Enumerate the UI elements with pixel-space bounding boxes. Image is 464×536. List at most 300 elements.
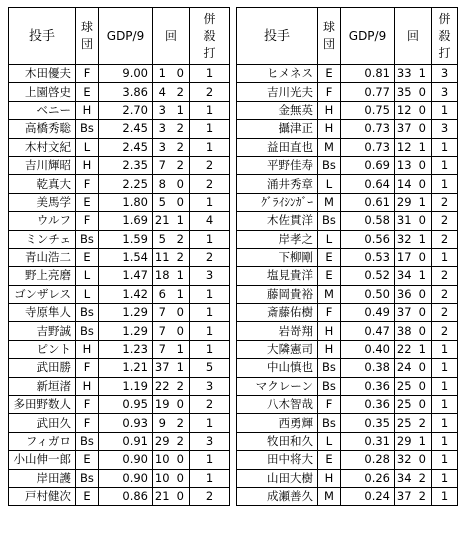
pitcher-name: 益田直也 — [237, 138, 318, 156]
table-row — [237, 156, 458, 174]
innings-fraction: 0 — [414, 377, 432, 395]
innings-main: 5 — [153, 230, 172, 248]
gdp9-value: 0.58 — [341, 212, 395, 230]
pitcher-name: 武田久 — [9, 414, 76, 432]
innings-main: 29 — [153, 432, 172, 450]
innings-fraction: 2 — [172, 120, 190, 138]
innings-fraction: 0 — [414, 120, 432, 138]
gdp9-value: 1.29 — [99, 322, 153, 340]
table-row — [9, 322, 230, 340]
gdp9-value: 0.28 — [341, 451, 395, 469]
double-play-count: 2 — [190, 156, 230, 174]
header-team: 球 団 — [76, 8, 99, 65]
innings-main: 25 — [395, 396, 414, 414]
team-code: F — [76, 175, 99, 193]
innings-fraction: 0 — [414, 248, 432, 266]
team-code: H — [318, 120, 341, 138]
innings-fraction: 2 — [414, 414, 432, 432]
team-code: Bs — [318, 414, 341, 432]
gdp9-value: 0.49 — [341, 304, 395, 322]
team-code: H — [76, 377, 99, 395]
double-play-count: 2 — [432, 267, 458, 285]
gdp9-value: 2.70 — [99, 101, 153, 119]
table-row — [9, 156, 230, 174]
header-gdp9: GDP/9 — [341, 8, 395, 65]
pitcher-name: フィガロ — [9, 432, 76, 450]
gdp9-value: 0.52 — [341, 267, 395, 285]
table-row — [9, 432, 230, 450]
innings-main: 21 — [153, 487, 172, 505]
pitcher-name: 野上亮磨 — [9, 267, 76, 285]
gdp9-value: 0.56 — [341, 230, 395, 248]
table-row — [9, 414, 230, 432]
innings-main: 25 — [395, 377, 414, 395]
table-row — [9, 193, 230, 211]
innings-fraction: 1 — [172, 212, 190, 230]
team-code: Bs — [76, 304, 99, 322]
header-row — [237, 8, 458, 65]
pitcher-name: 山田大樹 — [237, 469, 318, 487]
pitcher-name: 木村文紀 — [9, 138, 76, 156]
team-code: E — [76, 451, 99, 469]
innings-fraction: 0 — [172, 396, 190, 414]
double-play-count: 1 — [190, 451, 230, 469]
innings-main: 36 — [395, 285, 414, 303]
innings-main: 4 — [153, 83, 172, 101]
pitcher-name: ヒメネス — [237, 65, 318, 83]
innings-main: 21 — [153, 212, 172, 230]
innings-fraction: 1 — [414, 193, 432, 211]
gdp9-value: 0.35 — [341, 414, 395, 432]
team-code: E — [318, 248, 341, 266]
double-play-count: 3 — [432, 83, 458, 101]
table-row — [237, 193, 458, 211]
table-row — [9, 65, 230, 83]
innings-main: 19 — [153, 396, 172, 414]
pitcher-name: ｸﾞﾗｲｼﾝｶﾞｰ — [237, 193, 318, 211]
innings-fraction: 0 — [172, 322, 190, 340]
innings-fraction: 0 — [414, 322, 432, 340]
innings-main: 37 — [395, 304, 414, 322]
innings-main: 38 — [395, 322, 414, 340]
header-team: 球 団 — [318, 8, 341, 65]
gdp9-value: 0.61 — [341, 193, 395, 211]
pitcher-name: 吉川輝昭 — [9, 156, 76, 174]
table-row — [237, 432, 458, 450]
gdp9-value: 0.90 — [99, 469, 153, 487]
innings-main: 1 — [153, 65, 172, 83]
gdp9-value: 9.00 — [99, 65, 153, 83]
innings-fraction: 0 — [414, 285, 432, 303]
pitcher-name: 高橋秀聡 — [9, 120, 76, 138]
double-play-count: 2 — [190, 396, 230, 414]
double-play-count: 1 — [432, 396, 458, 414]
right-pitcher-table — [236, 7, 458, 506]
team-code: H — [76, 340, 99, 358]
innings-fraction: 2 — [414, 469, 432, 487]
pitcher-name: 藤岡貴裕 — [237, 285, 318, 303]
double-play-count: 2 — [432, 193, 458, 211]
innings-main: 10 — [153, 469, 172, 487]
innings-main: 18 — [153, 267, 172, 285]
innings-fraction: 2 — [172, 432, 190, 450]
innings-fraction: 0 — [172, 193, 190, 211]
innings-fraction: 2 — [172, 83, 190, 101]
double-play-count: 1 — [432, 340, 458, 358]
innings-main: 37 — [395, 120, 414, 138]
double-play-count: 4 — [190, 212, 230, 230]
team-code: Bs — [76, 432, 99, 450]
innings-fraction: 0 — [172, 65, 190, 83]
pitcher-name: 下柳剛 — [237, 248, 318, 266]
pitcher-name: 上園啓史 — [9, 83, 76, 101]
gdp9-value: 3.86 — [99, 83, 153, 101]
double-play-count: 2 — [190, 248, 230, 266]
innings-fraction: 2 — [172, 230, 190, 248]
double-play-count: 3 — [432, 65, 458, 83]
gdp9-value: 0.90 — [99, 451, 153, 469]
innings-main: 24 — [395, 359, 414, 377]
double-play-count: 3 — [190, 267, 230, 285]
pitcher-name: 金無英 — [237, 101, 318, 119]
gdp9-value: 0.77 — [341, 83, 395, 101]
team-code: Bs — [318, 359, 341, 377]
table-row — [237, 175, 458, 193]
team-code: Bs — [76, 230, 99, 248]
innings-main: 7 — [153, 322, 172, 340]
double-play-count: 1 — [190, 138, 230, 156]
gdp9-value: 0.40 — [341, 340, 395, 358]
innings-main: 11 — [153, 248, 172, 266]
double-play-count: 2 — [432, 230, 458, 248]
double-play-count: 2 — [190, 175, 230, 193]
gdp9-value: 0.64 — [341, 175, 395, 193]
innings-main: 37 — [153, 359, 172, 377]
stats-container — [8, 7, 458, 535]
innings-main: 29 — [395, 193, 414, 211]
innings-fraction: 2 — [172, 377, 190, 395]
innings-main: 7 — [153, 340, 172, 358]
team-code: E — [76, 248, 99, 266]
team-code: L — [76, 267, 99, 285]
gdp9-value: 1.47 — [99, 267, 153, 285]
innings-main: 37 — [395, 487, 414, 505]
table-row — [9, 138, 230, 156]
pitcher-name: 多田野数人 — [9, 396, 76, 414]
table-row — [9, 304, 230, 322]
pitcher-name: ピント — [9, 340, 76, 358]
pitcher-name: ウルフ — [9, 212, 76, 230]
pitcher-name: 吉野誠 — [9, 322, 76, 340]
header-games: 回 — [153, 8, 190, 65]
team-code: Bs — [318, 377, 341, 395]
table-row — [237, 120, 458, 138]
innings-main: 31 — [395, 212, 414, 230]
gdp9-value: 0.31 — [341, 432, 395, 450]
innings-main: 12 — [395, 101, 414, 119]
double-play-count: 1 — [190, 340, 230, 358]
innings-main: 35 — [395, 83, 414, 101]
table-row — [237, 267, 458, 285]
left-pitcher-table — [8, 7, 230, 506]
innings-main: 3 — [153, 138, 172, 156]
double-play-count: 1 — [432, 175, 458, 193]
gdp9-value: 0.50 — [341, 285, 395, 303]
table-row — [9, 451, 230, 469]
team-code: H — [318, 101, 341, 119]
table-row — [9, 469, 230, 487]
double-play-count: 3 — [190, 432, 230, 450]
team-code: Bs — [318, 156, 341, 174]
pitcher-name: 牧田和久 — [237, 432, 318, 450]
table-row — [237, 451, 458, 469]
double-play-count: 1 — [190, 304, 230, 322]
table-row — [9, 212, 230, 230]
pitcher-name: 岸田護 — [9, 469, 76, 487]
table-row — [237, 248, 458, 266]
innings-main: 22 — [395, 340, 414, 358]
table-row — [237, 396, 458, 414]
gdp9-value: 0.47 — [341, 322, 395, 340]
table-row — [237, 359, 458, 377]
table-row — [237, 414, 458, 432]
double-play-count: 1 — [190, 322, 230, 340]
table-row — [237, 377, 458, 395]
pitcher-name: 攝津正 — [237, 120, 318, 138]
innings-main: 9 — [153, 414, 172, 432]
pitcher-name: 青山浩二 — [9, 248, 76, 266]
header-games: 回 — [395, 8, 432, 65]
pitcher-name: 西勇輝 — [237, 414, 318, 432]
innings-fraction: 1 — [172, 359, 190, 377]
innings-main: 3 — [153, 101, 172, 119]
pitcher-name: 木田優夫 — [9, 65, 76, 83]
innings-fraction: 1 — [172, 267, 190, 285]
team-code: F — [76, 396, 99, 414]
gdp9-value: 1.23 — [99, 340, 153, 358]
team-code: M — [318, 138, 341, 156]
innings-main: 14 — [395, 175, 414, 193]
innings-fraction: 0 — [172, 451, 190, 469]
table-row — [9, 248, 230, 266]
double-play-count: 1 — [190, 120, 230, 138]
team-code: Bs — [76, 120, 99, 138]
innings-fraction: 1 — [172, 340, 190, 358]
gdp9-value: 0.86 — [99, 487, 153, 505]
innings-main: 7 — [153, 304, 172, 322]
pitcher-name: 大隣憲司 — [237, 340, 318, 358]
team-code: F — [318, 396, 341, 414]
gdp9-value: 2.35 — [99, 156, 153, 174]
team-code: E — [76, 193, 99, 211]
pitcher-name: 八木智哉 — [237, 396, 318, 414]
innings-fraction: 1 — [414, 267, 432, 285]
gdp9-value: 0.93 — [99, 414, 153, 432]
header-gdp9: GDP/9 — [99, 8, 153, 65]
table-row — [9, 396, 230, 414]
gdp9-value: 0.53 — [341, 248, 395, 266]
gdp9-value: 0.26 — [341, 469, 395, 487]
innings-fraction: 1 — [172, 285, 190, 303]
innings-main: 17 — [395, 248, 414, 266]
team-code: L — [76, 285, 99, 303]
double-play-count: 2 — [432, 285, 458, 303]
pitcher-name: 塩見貴洋 — [237, 267, 318, 285]
gdp9-value: 2.45 — [99, 120, 153, 138]
innings-fraction: 1 — [414, 340, 432, 358]
gdp9-value: 0.95 — [99, 396, 153, 414]
table-row — [9, 267, 230, 285]
pitcher-name: 吉川光夫 — [237, 83, 318, 101]
double-play-count: 1 — [432, 359, 458, 377]
table-row — [237, 83, 458, 101]
team-code: Bs — [76, 469, 99, 487]
gdp9-value: 0.75 — [341, 101, 395, 119]
gdp9-value: 2.25 — [99, 175, 153, 193]
pitcher-name: 新垣渚 — [9, 377, 76, 395]
innings-fraction: 0 — [172, 487, 190, 505]
innings-main: 25 — [395, 414, 414, 432]
table-row — [237, 212, 458, 230]
team-code: L — [318, 230, 341, 248]
double-play-count: 1 — [432, 138, 458, 156]
gdp9-value: 1.80 — [99, 193, 153, 211]
header-name: 投手 — [237, 8, 318, 65]
table-row — [237, 469, 458, 487]
team-code: H — [76, 156, 99, 174]
pitcher-name: 平野佳寿 — [237, 156, 318, 174]
gdp9-value: 0.73 — [341, 120, 395, 138]
team-code: H — [318, 322, 341, 340]
team-code: F — [76, 212, 99, 230]
team-code: L — [76, 138, 99, 156]
table-row — [9, 120, 230, 138]
pitcher-name: 中山慎也 — [237, 359, 318, 377]
double-play-count: 1 — [190, 101, 230, 119]
table-row — [9, 359, 230, 377]
innings-fraction: 0 — [414, 175, 432, 193]
innings-main: 32 — [395, 230, 414, 248]
innings-fraction: 0 — [414, 451, 432, 469]
double-play-count: 2 — [432, 322, 458, 340]
innings-fraction: 2 — [172, 138, 190, 156]
innings-fraction: 1 — [414, 432, 432, 450]
team-code: Bs — [76, 322, 99, 340]
innings-main: 33 — [395, 65, 414, 83]
innings-fraction: 1 — [414, 138, 432, 156]
innings-main: 5 — [153, 193, 172, 211]
double-play-count: 1 — [432, 451, 458, 469]
innings-fraction: 0 — [172, 304, 190, 322]
double-play-count: 1 — [432, 432, 458, 450]
header-row — [9, 8, 230, 65]
innings-fraction: 0 — [414, 212, 432, 230]
team-code: M — [318, 193, 341, 211]
innings-fraction: 1 — [414, 65, 432, 83]
table-row — [237, 65, 458, 83]
innings-fraction: 0 — [414, 359, 432, 377]
team-code: H — [76, 101, 99, 119]
team-code: E — [76, 83, 99, 101]
innings-fraction: 0 — [172, 175, 190, 193]
double-play-count: 5 — [190, 359, 230, 377]
pitcher-name: ミンチェ — [9, 230, 76, 248]
table-row — [237, 487, 458, 505]
double-play-count: 1 — [432, 487, 458, 505]
team-code: H — [318, 340, 341, 358]
gdp9-value: 0.38 — [341, 359, 395, 377]
innings-main: 6 — [153, 285, 172, 303]
gdp9-value: 0.36 — [341, 396, 395, 414]
pitcher-name: 寺原隼人 — [9, 304, 76, 322]
double-play-count: 1 — [190, 193, 230, 211]
innings-main: 13 — [395, 156, 414, 174]
table-row — [237, 304, 458, 322]
team-code: F — [318, 83, 341, 101]
innings-main: 7 — [153, 156, 172, 174]
double-play-count: 1 — [432, 414, 458, 432]
header-double-plays: 併 殺 打 — [432, 8, 458, 65]
table-row — [237, 340, 458, 358]
team-code: M — [318, 285, 341, 303]
table-row — [237, 230, 458, 248]
pitcher-name: 武田勝 — [9, 359, 76, 377]
double-play-count: 1 — [432, 377, 458, 395]
innings-main: 34 — [395, 267, 414, 285]
pitcher-name: 小山伸一郎 — [9, 451, 76, 469]
pitcher-name: 戸村健次 — [9, 487, 76, 505]
innings-main: 3 — [153, 120, 172, 138]
double-play-count: 1 — [432, 156, 458, 174]
table-row — [9, 83, 230, 101]
double-play-count: 2 — [432, 304, 458, 322]
pitcher-name: 涌井秀章 — [237, 175, 318, 193]
gdp9-value: 0.91 — [99, 432, 153, 450]
innings-main: 10 — [153, 451, 172, 469]
innings-fraction: 0 — [414, 396, 432, 414]
double-play-count: 2 — [190, 487, 230, 505]
team-code: E — [76, 487, 99, 505]
gdp9-value: 0.73 — [341, 138, 395, 156]
double-play-count: 2 — [432, 212, 458, 230]
table-row — [9, 285, 230, 303]
gdp9-value: 0.36 — [341, 377, 395, 395]
team-code: F — [76, 359, 99, 377]
innings-fraction: 2 — [172, 156, 190, 174]
double-play-count: 1 — [190, 469, 230, 487]
pitcher-name: 木佐貫洋 — [237, 212, 318, 230]
table-row — [237, 322, 458, 340]
gdp9-value: 1.29 — [99, 304, 153, 322]
pitcher-name: 斎藤佑樹 — [237, 304, 318, 322]
pitcher-name: ベニー — [9, 101, 76, 119]
team-code: L — [318, 432, 341, 450]
innings-main: 34 — [395, 469, 414, 487]
team-code: E — [318, 65, 341, 83]
double-play-count: 1 — [432, 469, 458, 487]
team-code: E — [318, 267, 341, 285]
gdp9-value: 1.42 — [99, 285, 153, 303]
table-row — [237, 138, 458, 156]
pitcher-name: 美馬学 — [9, 193, 76, 211]
pitcher-name: 岩嵜翔 — [237, 322, 318, 340]
table-row — [237, 285, 458, 303]
double-play-count: 1 — [432, 101, 458, 119]
table-row — [237, 101, 458, 119]
innings-main: 32 — [395, 451, 414, 469]
pitcher-name: 成瀬善久 — [237, 487, 318, 505]
team-code: F — [76, 65, 99, 83]
